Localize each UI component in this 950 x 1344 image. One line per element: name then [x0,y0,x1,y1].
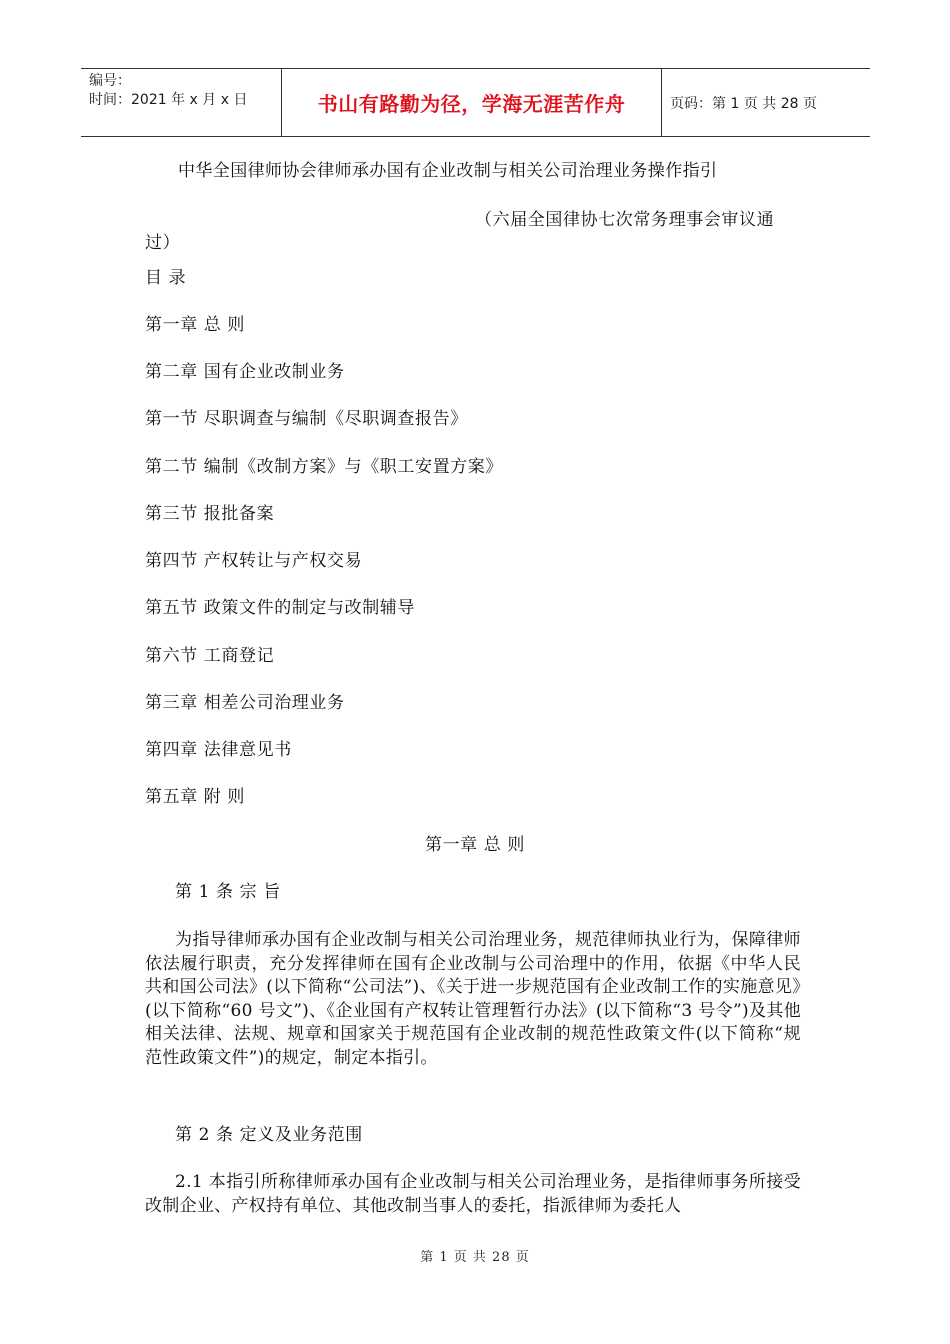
toc-heading: 目 录 [145,268,187,288]
header-motto: 书山有路勤为径，学海无涯苦作舟 [282,69,662,136]
article-heading: 第 1 条 宗 旨 [175,882,281,902]
toc-item: 第三章 相差公司治理业务 [145,693,345,713]
toc-item: 第四章 法律意见书 [145,740,292,760]
header-page-info: 页码：第 1 页 共 28 页 [670,95,817,112]
article-paragraph: 为指导律师承办国有企业改制与相关公司治理业务，规范律师执业行为，保障律师依法履行职责，充分发挥律师在国有企业改制与公司治理中的作用，依据《中华人民共和国公司法》(以下简称“公司法”)、《关于进一步规范国有企业改制工作的实施意见》(以下简称“60 号文”)、《企业国有产权转让管理暂行办法》(以下简称“3 号令”)及其他相关法律、法规、规章和国家关于规范国有企业改制的规范性政策文件(以下简称“规范性政策文件”)的规定，制定本指引。 [145,930,801,1068]
time-label: 时间：2021 年 x 月 x 日 [89,92,248,108]
toc-item: 第四节 产权转让与产权交易 [145,551,363,571]
toc-item: 第二节 编制《改制方案》与《职工安置方案》 [145,457,504,477]
document-title: 中华全国律师协会律师承办国有企业改制与相关公司治理业务操作指引 [178,161,718,181]
toc-item: 第三节 报批备案 [145,504,275,524]
number-label: 编号： [89,73,131,89]
page-header [81,68,870,137]
toc-item: 第五节 政策文件的制定与改制辅导 [145,598,416,618]
toc-item: 第六节 工商登记 [145,646,275,666]
approval-note: （六届全国律协七次常务理事会审议通过） [145,210,775,253]
toc-item: 第一章 总 则 [145,315,246,335]
toc-item: 第一节 尽职调查与编制《尽职调查报告》 [145,409,468,429]
page-footer: 第 1 页 共 28 页 [420,1250,530,1265]
header-meta [81,69,282,136]
chapter-heading: 第一章 总 则 [424,835,525,855]
article-paragraph: 2.1 本指引所称律师承办国有企业改制与相关公司治理业务，是指律师事务所接受改制企业、产权持有单位、其他改制当事人的委托，指派律师为委托人 [145,1172,801,1216]
toc-item: 第五章 附 则 [145,787,246,807]
article-heading: 第 2 条 定义及业务范围 [175,1125,363,1145]
toc-item: 第二章 国有企业改制业务 [145,362,345,382]
